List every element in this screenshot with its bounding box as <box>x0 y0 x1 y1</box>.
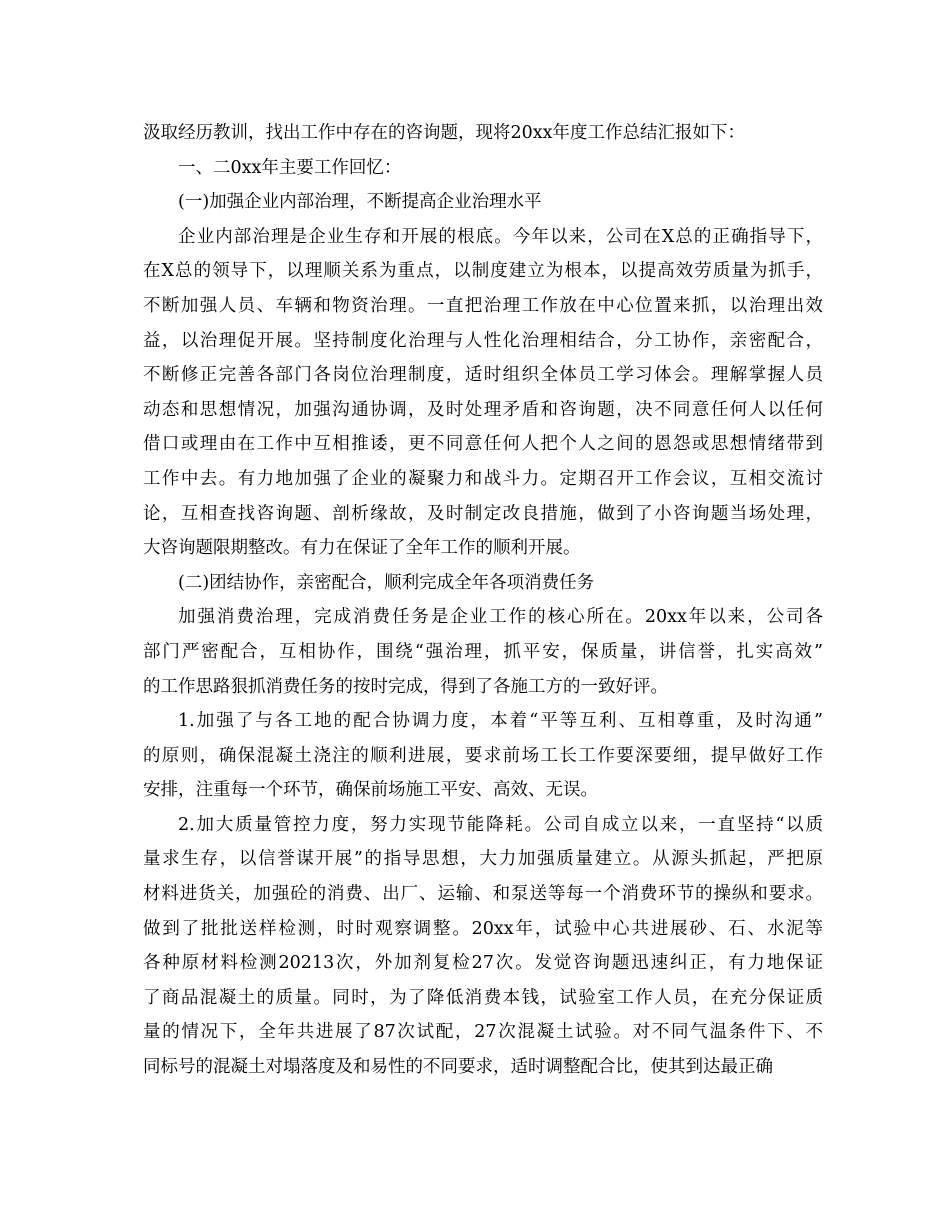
text-line: 借口或理由在工作中互相推诿，更不同意任何人把个人之间的恩怨或思想情绪带到 <box>143 434 823 455</box>
paragraph <box>143 566 823 601</box>
paragraph <box>143 704 823 808</box>
text-line: 汲取经历教训，找出工作中存在的咨询题，现将20xx年度工作总结汇报如下： <box>143 123 746 143</box>
text-line: 工作中去。有力地加强了企业的凝聚力和战斗力。定期召开工作会议，互相交流讨 <box>143 468 823 489</box>
text-line: 益，以治理促开展。坚持制度化治理与人性化治理相结合，分工协作，亲密配合， <box>143 330 823 351</box>
text-line: 论，互相查找咨询题、剖析缘故，及时制定改良措施，做到了小咨询题当场处理， <box>143 503 823 524</box>
text-line: 不断加强人员、车辆和物资治理。一直把治理工作放在中心位置来抓，以治理出效 <box>143 295 823 316</box>
text-line: 企业内部治理是企业生存和开展的根底。今年以来，公司在X总的正确指导下， <box>178 226 823 247</box>
text-line: 不断修正完善各部门各岗位治理制度，适时组织全体员工学习体会。理解掌握人员 <box>143 365 823 386</box>
document-page <box>143 116 823 1085</box>
text-line: 在X总的领导下，以理顺关系为重点，以制度建立为根本，以提高效劳质量为抓手， <box>143 261 823 282</box>
text-line: 加强消费治理，完成消费任务是企业工作的核心所在。20xx年以来，公司各 <box>178 607 823 628</box>
text-line: 2.加大质量管控力度，努力实现节能降耗。公司自成立以来，一直坚持“以质 <box>178 814 823 835</box>
text-line: 做到了批批送样检测，时时观察调整。20xx年，试验中心共进展砂、石、水泥等 <box>143 918 823 939</box>
text-line: (一)加强企业内部治理，不断提高企业治理水平 <box>178 192 542 213</box>
paragraph <box>143 151 823 186</box>
text-line: 各种原材料检测20213次，外加剂复检27次。发觉咨询题迅速纠正，有力地保证 <box>143 953 823 974</box>
text-line: 安排，注重每一个环节，确保前场施工平安、高效、无误。 <box>143 780 598 801</box>
text-line: 的工作思路狠抓消费任务的按时完成，得到了各施工方的一致好评。 <box>143 676 668 697</box>
paragraph <box>143 116 823 151</box>
paragraph <box>143 808 823 1085</box>
text-line: 动态和思想情况，加强沟通协调，及时处理矛盾和咨询题，决不同意任何人以任何 <box>143 399 823 420</box>
text-line: 了商品混凝土的质量。同时，为了降低消费本钱，试验室工作人员，在充分保证质 <box>143 987 823 1008</box>
text-line: 量求生存，以信誉谋开展”的指导思想，大力加强质量建立。从源头抓起，严把原 <box>143 849 823 870</box>
text-line: 的原则，确保混凝土浇注的顺利进展，要求前场工长工作要深要细，提早做好工作 <box>143 745 823 766</box>
text-line: (二)团结协作，亲密配合，顺利完成全年各项消费任务 <box>178 572 595 593</box>
text-line: 部门严密配合，互相协作，围绕“强治理，抓平安，保质量，讲信誉，扎实高效” <box>143 641 823 662</box>
paragraph <box>143 600 823 704</box>
text-line: 1.加强了与各工地的配合协调力度，本着“平等互利、互相尊重，及时沟通” <box>178 711 823 732</box>
text-line: 同标号的混凝土对塌落度及和易性的不同要求，适时调整配合比，使其到达最正确 <box>143 1057 773 1078</box>
text-line: 大咨询题限期整改。有力在保证了全年工作的顺利开展。 <box>143 538 581 559</box>
text-line: 一、二0xx年主要工作回忆： <box>178 157 402 178</box>
paragraph <box>143 220 823 566</box>
text-line: 材料进货关，加强砼的消费、出厂、运输、和泵送等每一个消费环节的操纵和要求。 <box>143 884 823 905</box>
paragraph <box>143 185 823 220</box>
text-line: 量的情况下，全年共进展了87次试配，27次混凝土试验。对不同气温条件下、不 <box>143 1022 823 1043</box>
